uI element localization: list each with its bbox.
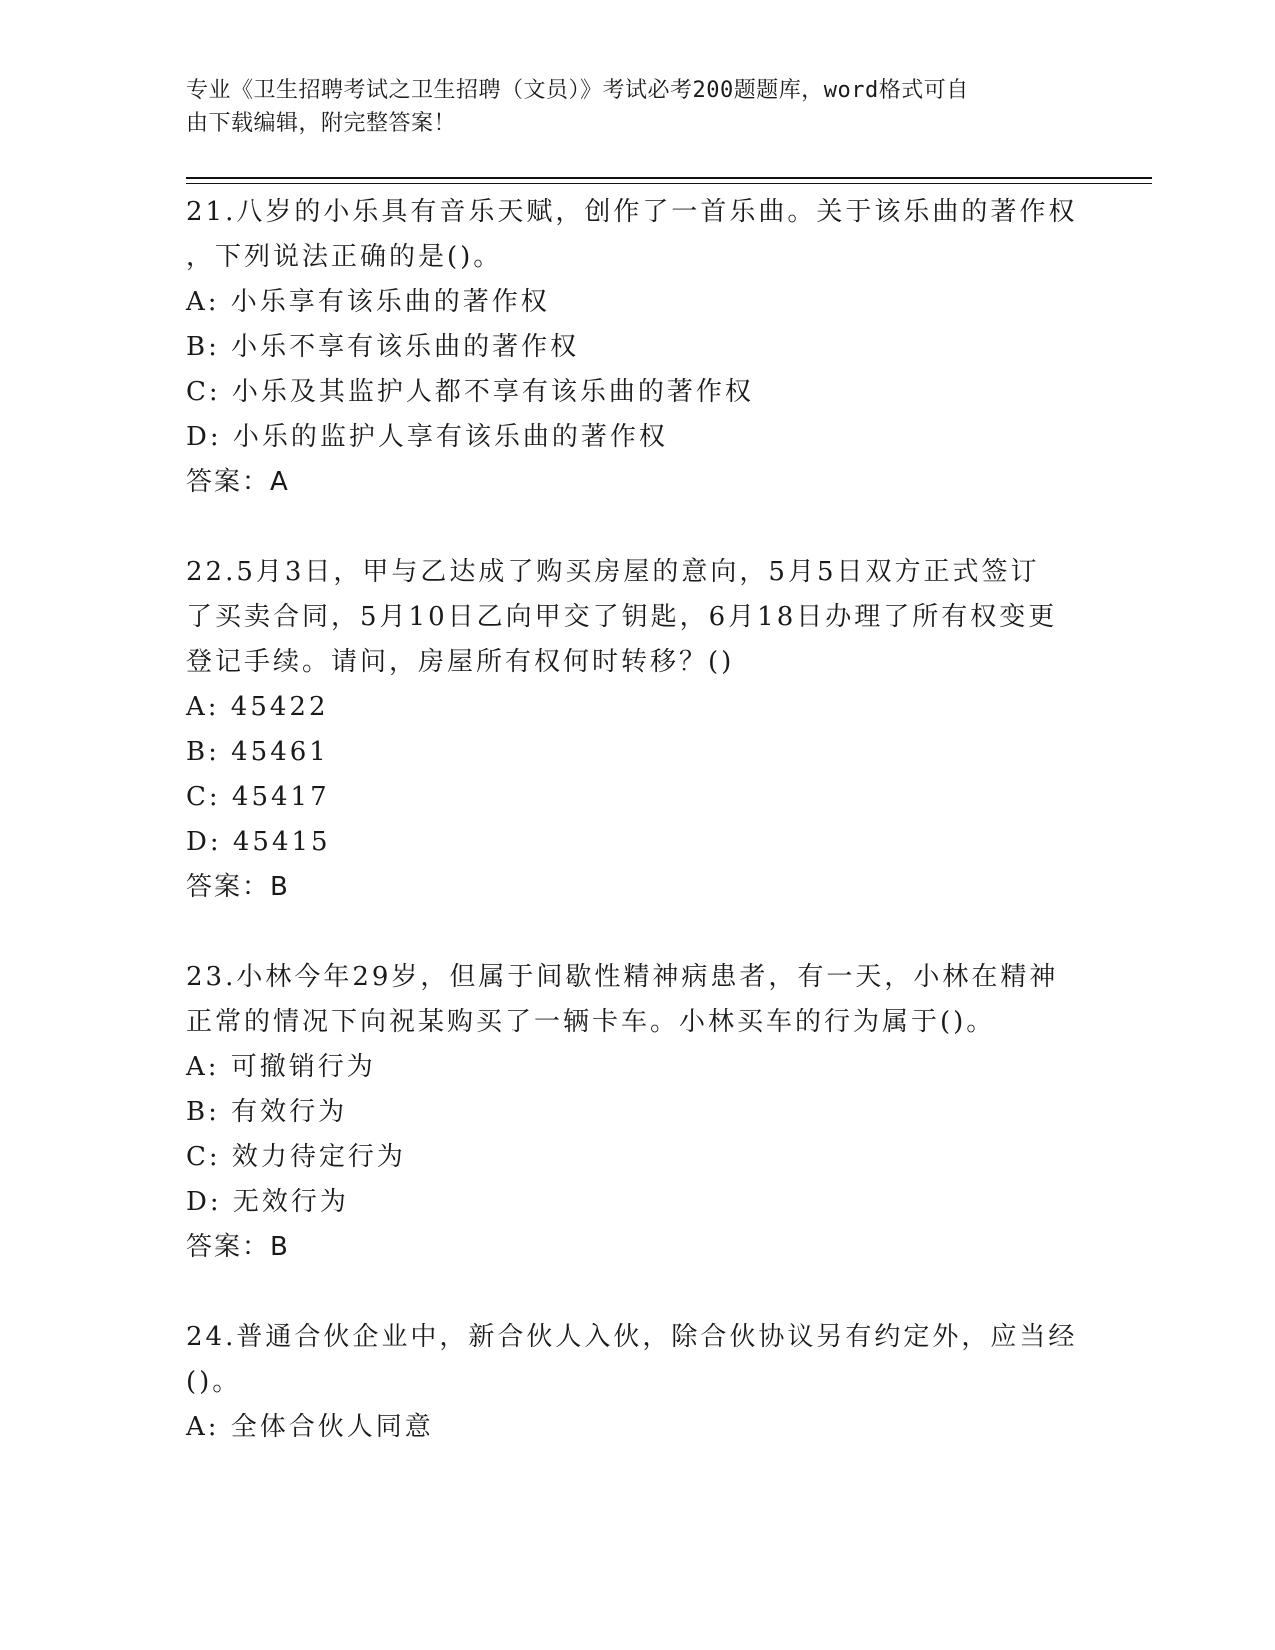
question-text-line: 24.普通合伙企业中，新合伙人入伙，除合伙协议另有约定外，应当经 [186,1322,1078,1352]
header-divider-thick [186,177,1152,179]
option-a: A: 45422 [186,692,329,722]
header-line-2: 由下载编辑，附完整答案！ [186,111,457,136]
option-a: A: 全体合伙人同意 [186,1412,434,1442]
question-text-line: 23.小林今年29岁，但属于间歇性精神病患者，有一天，小林在精神 [186,962,1059,992]
question-text-line: ()。 [186,1367,242,1397]
option-d: D: 无效行为 [186,1187,349,1217]
question-text-line: 了买卖合同，5月10日乙向甲交了钥匙，6月18日办理了所有权变更 [186,602,1058,632]
option-c: C: 45417 [186,782,330,812]
option-d: D: 45415 [186,827,331,857]
option-a: A: 小乐享有该乐曲的著作权 [186,287,550,317]
option-a: A: 可撤销行为 [186,1052,376,1082]
option-b: B: 45461 [186,737,329,767]
document-header [186,74,1066,140]
answer: 答案：A [186,467,290,497]
option-c: C: 效力待定行为 [186,1142,406,1172]
question-text-line: 正常的情况下向祝某购买了一辆卡车。小林买车的行为属于()。 [186,1007,996,1037]
question-text-line: 21.八岁的小乐具有音乐天赋，创作了一首乐曲。关于该乐曲的著作权 [186,197,1078,227]
question-text-line: 登记手续。请问，房屋所有权何时转移？() [186,647,735,677]
option-b: B: 有效行为 [186,1097,348,1127]
option-b: B: 小乐不享有该乐曲的著作权 [186,332,580,362]
question-23 [186,955,1086,1270]
option-d: D: 小乐的监护人享有该乐曲的著作权 [186,422,668,452]
question-21 [186,190,1086,505]
answer: 答案：B [186,1232,290,1262]
question-24 [186,1315,1086,1450]
question-22 [186,550,1086,910]
header-divider-thin [186,183,1152,184]
question-text-line: 22.5月3日，甲与乙达成了购买房屋的意向，5月5日双方正式签订 [186,557,1040,587]
answer: 答案：B [186,872,290,902]
header-line-1: 专业《卫生招聘考试之卫生招聘（文员）》考试必考200题题库，word格式可自 [186,78,969,103]
question-text-line: ，下列说法正确的是()。 [186,242,503,272]
option-c: C: 小乐及其监护人都不享有该乐曲的著作权 [186,377,754,407]
question-list [186,190,1086,1495]
